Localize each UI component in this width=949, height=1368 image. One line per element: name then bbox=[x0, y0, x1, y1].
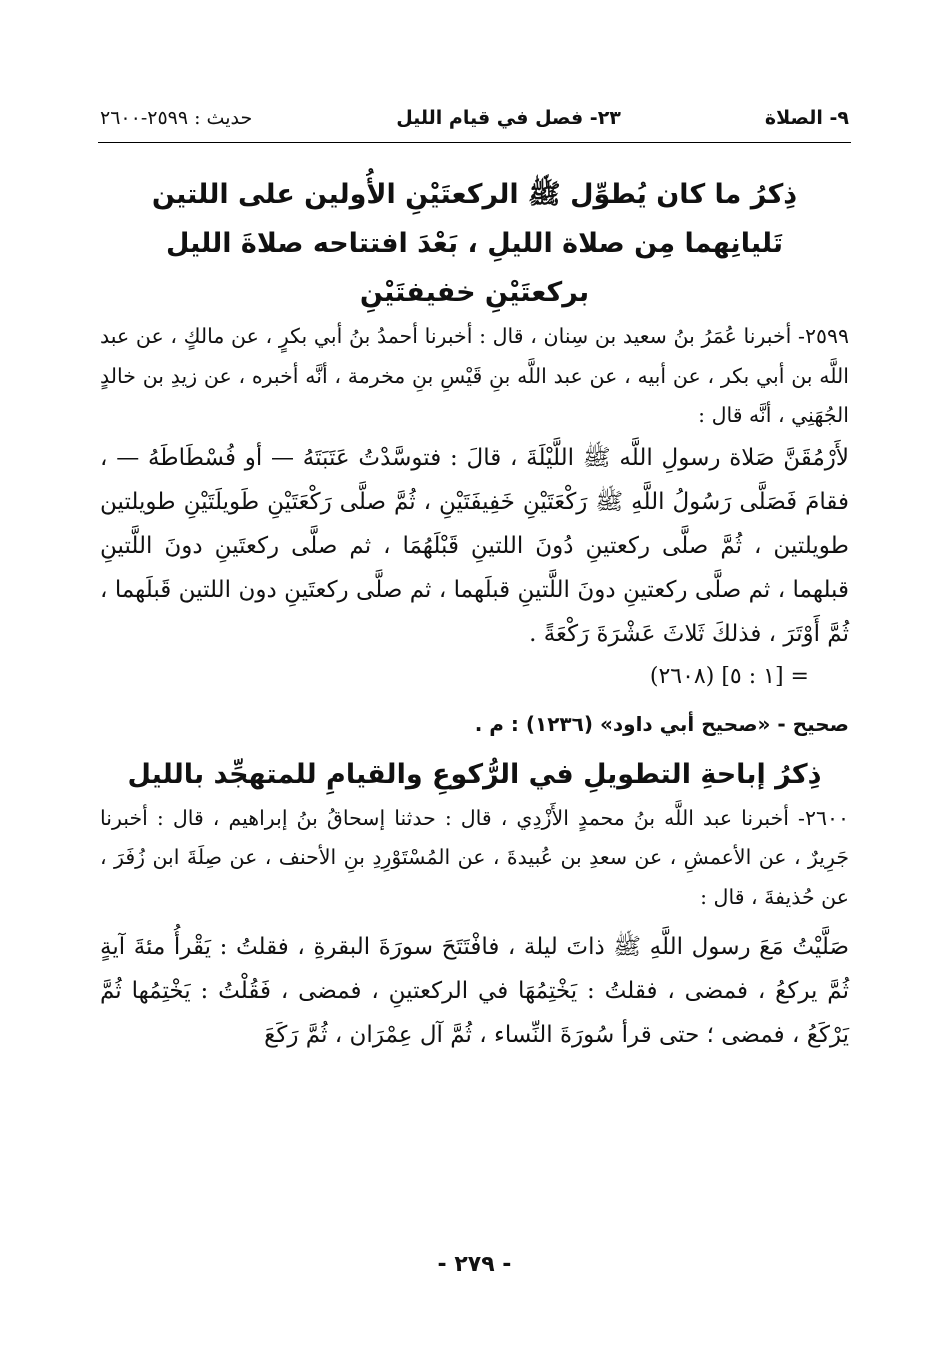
hadith-range: حديث : ٢٥٩٩-٢٦٠٠ bbox=[100, 107, 253, 129]
section-title-line: ذِكرُ إباحةِ التطويلِ في الرُّكوعِ والقيامِ للمتهجِّد بالليل bbox=[127, 758, 822, 790]
hadith-matn: لأَرْمُقَنَّ صَلاة رسولِ اللَّه ﷺ اللَّيْلَةَ ، قالَ : فتوسَّدْتُ عَتَبَتَهُ — أو فُسْطَاطَهُ — ، فقامَ فَصَلَّى رَسُولُ اللَّهِ ﷺ رَكْعَتَيْنِ خَفِيفَتَيْنِ ، ثُمَّ صلَّى رَكْعَتَيْنِ طَويلَتَيْنِ طويلتين طويلتين ، ثُمَّ صلَّى ركعتينِ دُونَ اللتينِ قَبْلَهُمَا ، ثم صلَّى ركعتَينِ دونَ اللَّتينِ قبلهما ، ثم صلَّى ركعتينِ دونَ اللَّتينِ قبلَهما ، ثم صلَّى ركعتَينِ دون اللتين قَبلَهما ، ثُمَّ أَوْتَرَ ، فذلكَ ثَلاثَ عَشْرَةَ رَكْعَةً . bbox=[100, 444, 849, 647]
hadith-isnad: ٢٦٠٠- أخبرنا عبد اللَّه بنُ محمدٍ الأَزْدِي ، قال : حدثنا إسحاقُ بنُ إبراهيم ، قال : أخبرنا جَرِيرٌ ، عن الأعمشِ ، عن سعدِ بن عُبيدةَ ، عن المُسْتَوْرِدِ بنِ الأحنف ، عن صِلَةَ ابن زُفَرَ ، عن حُذيفةَ ، قال : bbox=[100, 805, 849, 909]
book-section: ٩- الصلاة bbox=[764, 107, 849, 129]
section-title-line: تَليانِهما مِن صلاة الليلِ ، بَعْدَ افتتاحه صلاةَ الليل bbox=[165, 228, 784, 259]
section-title bbox=[100, 170, 849, 317]
hadith-reference: = [١ : ٥] (٢٦٠٨) bbox=[649, 663, 809, 689]
header-divider bbox=[98, 142, 851, 143]
hadith-matn: صَلَّيْتُ مَعَ رسول اللَّهِ ﷺ ذاتَ ليلة ، فافْتَتَحَ سورَةَ البقرةِ ، فقلتُ : يَقْرأُ مئةَ آيةٍ ثُمَّ يركعُ ، فمضى ، فقلتُ : يَخْتِمُهَا في الركعتينِ ، فمضى ، فَقُلْتُ : يَخْتِمُها ثُمَّ يَرْكَعُ ، فمضى ؛ حتى قرأ سُورَةَ النِّساء ، ثُمَّ آل عِمْرَان ، ثُمَّ رَكَعَ bbox=[100, 934, 849, 1048]
section-title-line: بركعتَيْنِ خفيفتَيْنِ bbox=[359, 277, 590, 308]
hadith-isnad: ٢٥٩٩- أخبرنا عُمَرُ بنُ سعيد بن سِنان ، قال : أخبرنا أحمدُ بنُ أبي بكرٍ ، عن مالكٍ ، عن عبد اللَّه بن أبي بكر ، عن أبيه ، عن عبد اللَّه بنِ قَيْسِ بنِ مخرمة ، أنَّه أخبره ، عن زيدِ بن خالدٍ الجُهَنِي ، أنَّه قال : bbox=[100, 324, 849, 427]
chapter-heading: ٢٣- فصل في قيام الليل bbox=[396, 107, 621, 129]
hadith-grading: صحيح - «صحيح أبي داود» (١٢٣٦) : م . bbox=[474, 711, 849, 736]
page-body bbox=[100, 170, 849, 1057]
page-number: - ٢٧٩ - bbox=[437, 1252, 512, 1277]
section-title-line: ذِكرُ ما كان يُطوِّل ﷺ الركعتَيْنِ الأُولين على اللتين bbox=[151, 179, 798, 210]
running-header bbox=[100, 100, 849, 136]
section-title bbox=[100, 750, 849, 799]
